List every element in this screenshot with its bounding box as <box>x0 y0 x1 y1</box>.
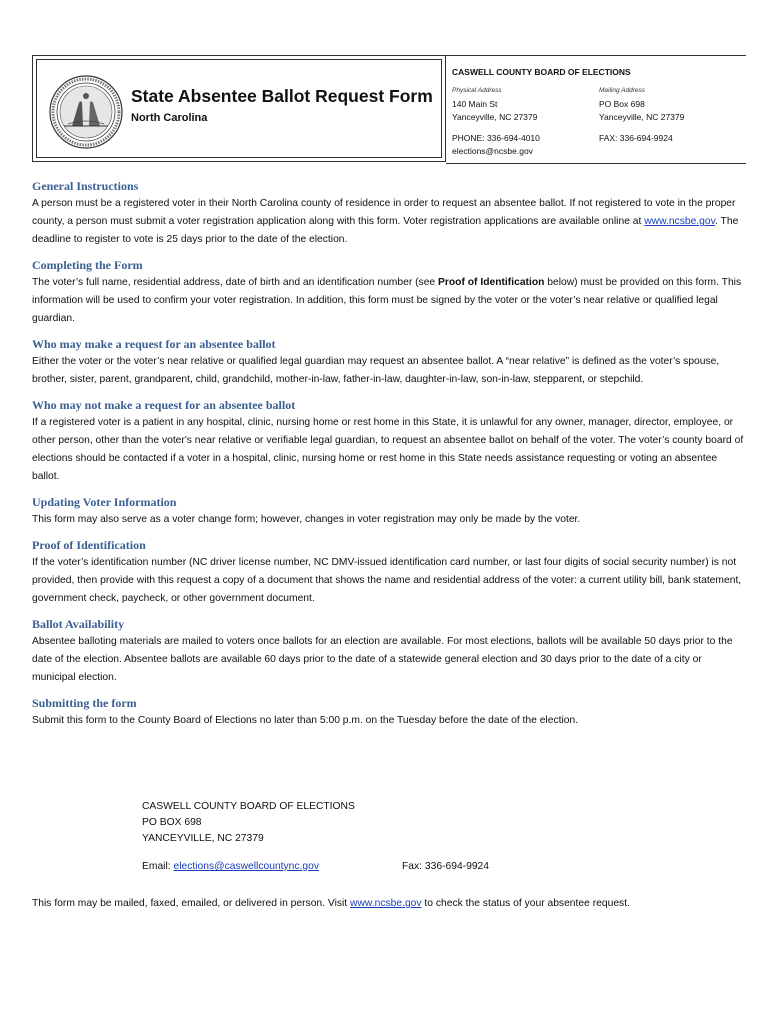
final-text-b: to check the status of your absentee request. <box>421 898 630 909</box>
heading-who-may-not-request: Who may not make a request for an absentee ballot <box>32 398 296 412</box>
submit-address-line1: CASWELL COUNTY BOARD OF ELECTIONS <box>142 801 355 812</box>
general-text-b: . The deadline to register to vote is 25 days prior to the date of the election. <box>32 216 739 245</box>
contact-block <box>446 55 746 164</box>
contact-email: elections@ncsbe.gov <box>452 146 533 156</box>
form-subtitle: North Carolina <box>131 112 208 124</box>
paragraph-updating-voter-info: This form may also serve as a voter change form; however, changes in voter registration may only be made by the voter. <box>32 514 581 525</box>
paragraph-proof-of-identification: If the voter’s identification number (NC driver license number, NC DMV-issued identification card number, or last four digits of social security number) is not provided, then provide with this request a copy of a document that shows the name and residential address of the voter: a current utility bill, bank statement, government check, paycheck, or other government document. <box>32 557 742 604</box>
final-text-a: This form may be mailed, faxed, emailed, or delivered in person. Visit <box>32 898 351 909</box>
physical-address-label: Physical Address <box>452 87 502 94</box>
mailing-address-line2: Yanceyville, NC 27379 <box>599 112 685 122</box>
form-title: State Absentee Ballot Request Form <box>131 86 433 106</box>
heading-submitting-form: Submitting the form <box>32 696 137 710</box>
heading-updating-voter-info: Updating Voter Information <box>32 495 177 509</box>
submit-address-line2: PO BOX 698 <box>142 817 202 828</box>
phone: PHONE: 336-694-4010 <box>452 133 540 143</box>
ncsbe-status-link[interactable]: www.ncsbe.gov <box>350 898 422 909</box>
agency-name: CASWELL COUNTY BOARD OF ELECTIONS <box>452 67 631 77</box>
submit-address <box>142 799 355 847</box>
instructions-content <box>32 177 744 730</box>
heading-proof-of-identification: Proof of Identification <box>32 538 146 552</box>
paragraph-who-may-not-request: If a registered voter is a patient in any hospital, clinic, nursing home or rest home in this State, it is unlawful for any owner, manager, director, employee, or other person, other than the voter's near relative or verifiable legal guardian, to request an absentee ballot on behalf of the voter. The voter’s county board of elections should be contacted if a voter in a hospital, clinic, nursing home or rest home in this State needs assistance requesting or voting an absentee ballot. <box>32 417 744 482</box>
header-box <box>32 55 446 162</box>
completing-bold: Proof of Identification <box>438 277 545 288</box>
submit-address-line3: YANCEYVILLE, NC 27379 <box>142 833 264 844</box>
heading-ballot-availability: Ballot Availability <box>32 617 125 631</box>
completing-text-b: below) must be provided on this form. This information will be used to confirm your voter registration. In addition, this form must be signed by the voter or the voter’s near relative or qualified legal guardian. <box>32 277 742 324</box>
physical-address-line2: Yanceyville, NC 27379 <box>452 112 538 122</box>
final-note <box>32 898 630 909</box>
mailing-address-label: Mailing Address <box>599 87 646 94</box>
paragraph-general-instructions <box>32 195 744 249</box>
submit-fax: Fax: 336-694-9924 <box>402 861 490 872</box>
email-label: Email: <box>142 861 174 872</box>
ncsbe-link[interactable]: www.ncsbe.gov <box>644 216 716 227</box>
submit-email <box>142 861 319 872</box>
physical-address-line1: 140 Main St <box>452 99 498 109</box>
paragraph-submitting-form: Submit this form to the County Board of Elections no later than 5:00 p.m. on the Tuesday before the date of the election. <box>32 715 579 726</box>
heading-general-instructions: General Instructions <box>32 179 139 193</box>
heading-who-may-request: Who may make a request for an absentee ballot <box>32 337 276 351</box>
paragraph-completing-form <box>32 274 744 328</box>
heading-completing-form: Completing the Form <box>32 258 143 272</box>
paragraph-ballot-availability: Absentee balloting materials are mailed to voters once ballots for an election are available. For most elections, ballots will be available 50 days prior to the date of the election. Absentee ballots are available 60 days prior to the date of a statewide general election and 30 days prior to the date of a city or municipal election. <box>32 636 733 683</box>
fax: FAX: 336-694-9924 <box>599 133 673 143</box>
paragraph-who-may-request: Either the voter or the voter’s near relative or qualified legal guardian may request an absentee ballot. A “near relative” is defined as the voter’s spouse, brother, sister, parent, grandparent, child, grandchild, mother-in-law, father-in-law, daughter-in-law, son-in-law, stepparent, or stepchild. <box>32 356 720 385</box>
completing-text-a: The voter’s full name, residential address, date of birth and an identification number (see <box>32 277 439 288</box>
state-seal-icon <box>48 74 124 150</box>
county-email-link[interactable]: elections@caswellcountync.gov <box>173 861 320 872</box>
general-text-a: A person must be a registered voter in their North Carolina county of residence in order to request an absentee ballot. If not registered to vote in the proper county, a person must submit a voter registration application along with this form. Voter registration applications are available online at <box>32 198 736 227</box>
mailing-address-line1: PO Box 698 <box>599 99 645 109</box>
header-inner-border <box>36 59 442 158</box>
